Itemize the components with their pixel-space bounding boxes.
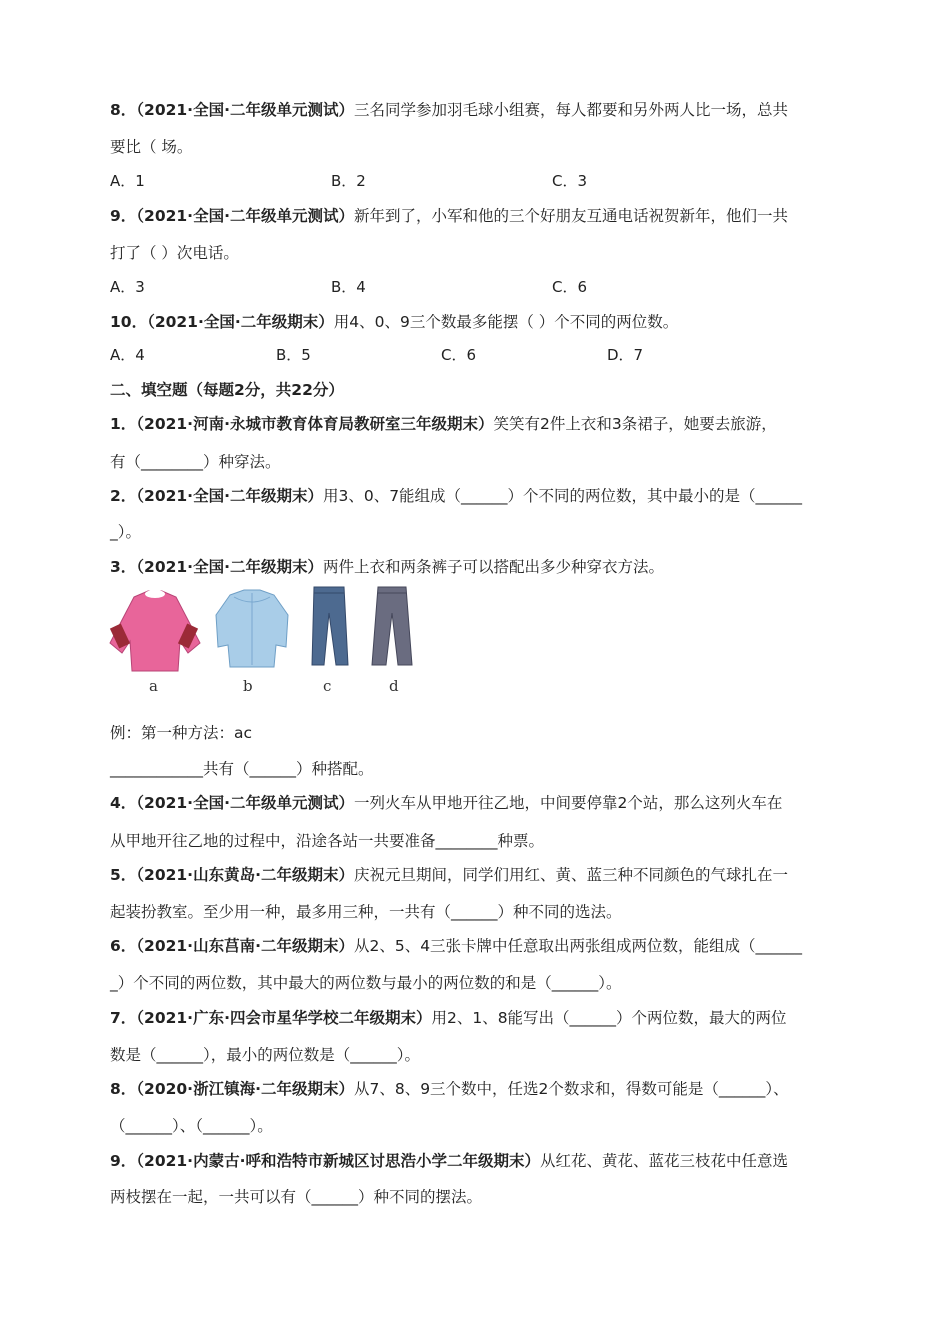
question-10-option-b[interactable]: B．5 bbox=[276, 346, 311, 364]
clothes-illustration bbox=[108, 585, 428, 680]
question-9-line1: 9．（2021·全国·二年级单元测试）新年到了，小军和他的三个好朋友互通电话祝贺新年，他们一共 bbox=[110, 207, 788, 225]
figure-label-a: a bbox=[149, 677, 158, 695]
fill-2-line1: 2．（2021·全国·二年级期末）用3、0、7能组成（______）个不同的两位数，其中最小的是（______ bbox=[110, 487, 803, 505]
figure-label-b: b bbox=[243, 677, 253, 695]
fill-7-line1: 7．（2021·广东·四会市星华学校二年级期末）用2、1、8能写出（______）个两位数，最大的两位 bbox=[110, 1009, 787, 1027]
fill-9-line2: 两枝摆在一起，一共可以有（______）种不同的摆法。 bbox=[110, 1188, 483, 1206]
fill-1-line1: 1．（2021·河南·永城市教育体育局教研室三年级期末）笑笑有2件上衣和3条裙子，她要去旅游， bbox=[110, 415, 777, 433]
fill-3-answer-line: ____________共有（______）种搭配。 bbox=[110, 760, 374, 778]
clothes-figure bbox=[108, 585, 428, 700]
fill-4-line1: 4．（2021·全国·二年级单元测试）一列火车从甲地开往乙地，中间要停靠2个站，那么这列火车在 bbox=[110, 794, 783, 812]
question-9-option-c[interactable]: C．6 bbox=[552, 278, 588, 296]
question-8-option-b[interactable]: B．2 bbox=[331, 172, 366, 190]
figure-label-d: d bbox=[389, 677, 399, 695]
question-8-option-c[interactable]: C．3 bbox=[552, 172, 588, 190]
blue-shirt-icon bbox=[216, 590, 288, 667]
figure-label-c: c bbox=[323, 677, 332, 695]
question-8-line1: 8．（2021·全国·二年级单元测试）三名同学参加羽毛球小组赛，每人都要和另外两人比一场，总共 bbox=[110, 101, 788, 119]
jeans-icon bbox=[312, 587, 348, 665]
question-8-line2: 要比（ 场。 bbox=[110, 138, 193, 156]
fill-7-line2: 数是（______），最小的两位数是（______）。 bbox=[110, 1046, 421, 1064]
fill-3-line1: 3．（2021·全国·二年级期末）两件上衣和两条裤子可以搭配出多少种穿衣方法。 bbox=[110, 558, 664, 576]
section-2-heading: 二、填空题（每题2分，共22分） bbox=[110, 381, 344, 399]
question-10-line1: 10．（2021·全国·二年级期末）用4、0、9三个数最多能摆（ ）个不同的两位数。 bbox=[110, 313, 679, 331]
question-8-option-a[interactable]: A．1 bbox=[110, 172, 145, 190]
question-9-line2: 打了（ ）次电话。 bbox=[110, 244, 239, 262]
fill-1-line2: 有（________）种穿法。 bbox=[110, 453, 281, 471]
fill-5-line2: 起装扮教室。至少用一种，最多用三种，一共有（______）种不同的选法。 bbox=[110, 903, 622, 921]
gray-pants-icon bbox=[372, 587, 412, 665]
fill-6-line1: 6．（2021·山东莒南·二年级期末）从2、5、4三张卡牌中任意取出两张组成两位数，能组成（______ bbox=[110, 937, 803, 955]
fill-4-line2: 从甲地开往乙地的过程中，沿途各站一共要准备________种票。 bbox=[110, 832, 545, 850]
pink-blouse-icon bbox=[110, 590, 200, 671]
fill-9-line1: 9．（2021·内蒙古·呼和浩特市新城区讨思浩小学二年级期末）从红花、黄花、蓝花三枝花中任意选 bbox=[110, 1152, 788, 1170]
fill-2-line2: _）。 bbox=[110, 523, 142, 541]
fill-8-line1: 8．（2020·浙江镇海·二年级期末）从7、8、9三个数中，任选2个数求和，得数可能是（______）、 bbox=[110, 1080, 789, 1098]
question-10-option-d[interactable]: D．7 bbox=[607, 346, 644, 364]
fill-5-line1: 5．（2021·山东黄岛·二年级期末）庆祝元旦期间，同学们用红、黄、蓝三种不同颜色的气球扎在一 bbox=[110, 866, 788, 884]
question-10-option-c[interactable]: C．6 bbox=[441, 346, 477, 364]
fill-3-example: 例：第一种方法：ac bbox=[110, 724, 253, 742]
question-9-option-b[interactable]: B．4 bbox=[331, 278, 366, 296]
fill-8-line2: （______）、（______）。 bbox=[110, 1117, 273, 1135]
question-9-option-a[interactable]: A．3 bbox=[110, 278, 145, 296]
question-10-option-a[interactable]: A．4 bbox=[110, 346, 145, 364]
fill-6-line2: _）个不同的两位数，其中最大的两位数与最小的两位数的和是（______）。 bbox=[110, 974, 622, 992]
